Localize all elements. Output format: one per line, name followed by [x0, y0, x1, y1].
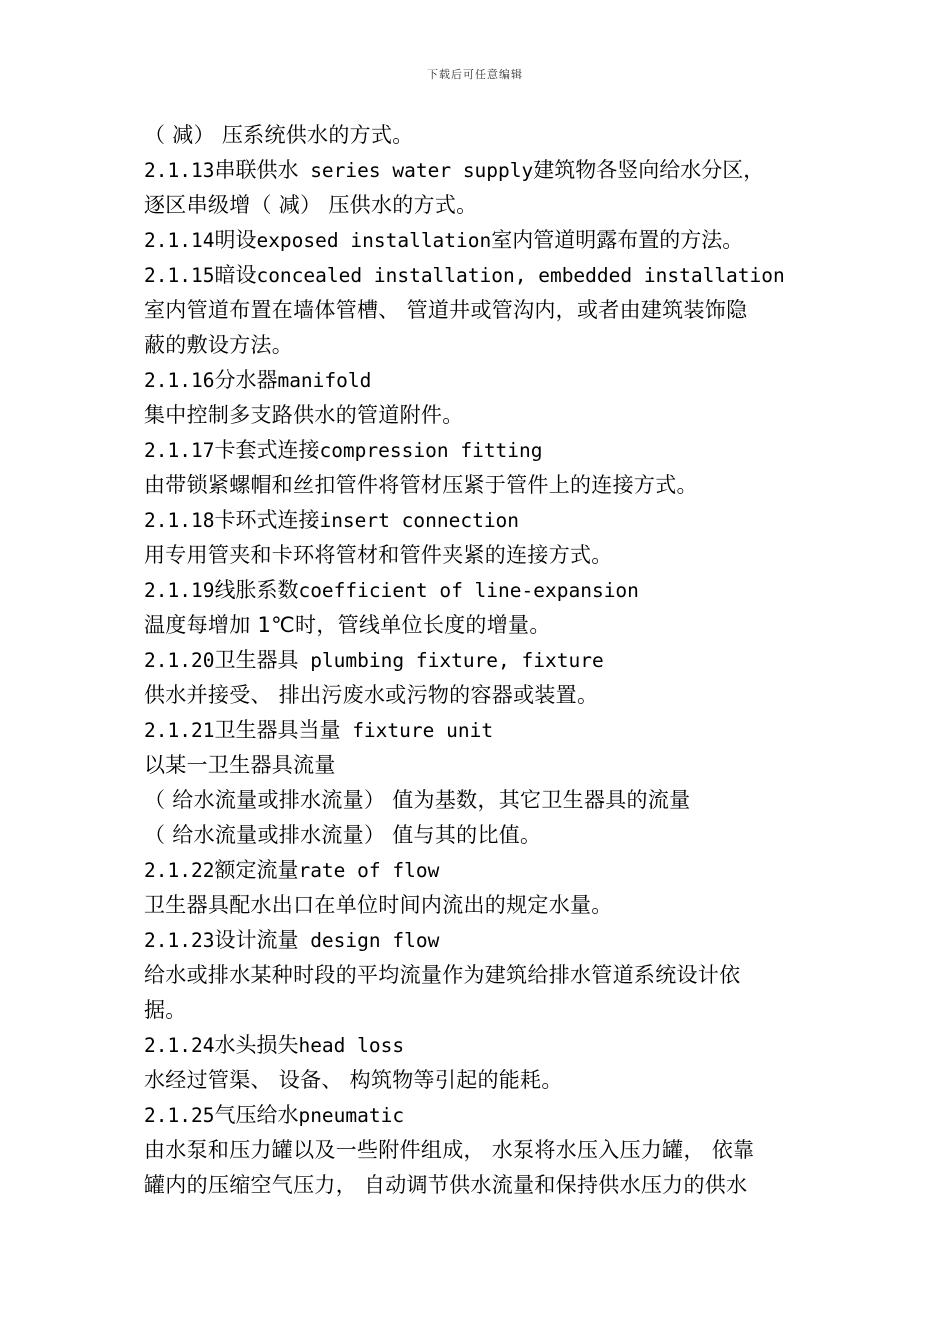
term-num: 2.1.20 — [144, 649, 215, 672]
term-zh: 线胀系数 — [214, 578, 299, 602]
text-line: （ 给水流量或排水流量） 值与其的比值。 — [144, 823, 542, 847]
term-zh: 明设 — [214, 228, 257, 252]
term-num: 2.1.15 — [144, 264, 215, 287]
text-line: 用专用管夹和卡环将管材和管件夹紧的连接方式。 — [144, 543, 613, 567]
term-entry — [144, 363, 816, 398]
text-line: 室内管道布置在墙体管槽、 管道井或管沟内，或者由建筑装饰隐 — [144, 298, 748, 322]
term-zh: 卫生器具 — [214, 648, 299, 672]
text-line: 集中控制多支路供水的管道附件。 — [144, 403, 464, 427]
term-entry — [144, 1028, 816, 1063]
text-line: 卫生器具配水出口在单位时间内流出的规定水量。 — [144, 893, 613, 917]
term-en: manifold — [277, 369, 372, 392]
term-num: 2.1.13 — [144, 159, 215, 182]
text-line: 罐内的压缩空气压力， 自动调节供水流量和保持供水压力的供水 — [144, 1173, 748, 1197]
text-line: （ 减） 压系统供水的方式。 — [144, 123, 414, 147]
text-line: 水经过管渠、 设备、 构筑物等引起的能耗。 — [144, 1068, 563, 1092]
text-line: 以某一卫生器具流量 — [144, 753, 336, 777]
term-zh: 气压给水 — [214, 1103, 299, 1127]
term-num: 2.1.25 — [144, 1104, 215, 1127]
term-entry — [144, 153, 816, 188]
term-zh: 卡套式连接 — [214, 438, 320, 462]
term-en: fixture unit — [340, 719, 494, 742]
text-line: 供水并接受、 排出污废水或污物的容器或装置。 — [144, 683, 599, 707]
term-zh: 暗设 — [214, 263, 257, 287]
term-entry — [144, 923, 816, 958]
term-num: 2.1.22 — [144, 859, 215, 882]
term-entry — [144, 258, 816, 293]
term-entry — [144, 713, 816, 748]
term-num: 2.1.16 — [144, 369, 215, 392]
term-en: compression fitting — [319, 439, 543, 462]
term-entry — [144, 433, 816, 468]
term-en: exposed installation — [256, 229, 492, 252]
text-line: 温度每增加 1℃时，管线单位长度的增量。 — [144, 613, 551, 637]
text-line: 蔽的敷设方法。 — [144, 333, 294, 357]
term-en: head loss — [298, 1034, 405, 1057]
term-rest: 室内管道明露布置的方法。 — [491, 228, 744, 252]
term-entry — [144, 223, 816, 258]
term-en: rate of flow — [298, 859, 440, 882]
term-zh: 卫生器具当量 — [214, 718, 341, 742]
term-entry — [144, 853, 816, 888]
term-en: coefficient of line-expansion — [298, 579, 639, 602]
term-en: pneumatic — [298, 1104, 405, 1127]
term-num: 2.1.19 — [144, 579, 215, 602]
term-zh: 水头损失 — [214, 1033, 299, 1057]
text-line: 逐区串级增（ 减） 压供水的方式。 — [144, 193, 478, 217]
term-zh: 分水器 — [214, 368, 278, 392]
term-en: plumbing fixture, fixture — [298, 649, 604, 672]
term-zh: 卡环式连接 — [214, 508, 320, 532]
term-num: 2.1.21 — [144, 719, 215, 742]
term-zh: 额定流量 — [214, 858, 299, 882]
term-en: insert connection — [319, 509, 520, 532]
text-line: （ 给水流量或排水流量） 值为基数，其它卫生器具的流量 — [144, 788, 691, 812]
text-line: 由水泵和压力罐以及一些附件组成， 水泵将水压入压力罐， 依靠 — [144, 1138, 755, 1162]
term-en: design flow — [298, 929, 440, 952]
term-entry — [144, 643, 816, 678]
text-line: 据。 — [144, 998, 187, 1022]
term-entry — [144, 503, 816, 538]
term-num: 2.1.23 — [144, 929, 215, 952]
term-rest: 建筑物各竖向给水分区， — [533, 158, 765, 182]
term-num: 2.1.14 — [144, 229, 215, 252]
page-header: 下载后可任意编辑 — [427, 68, 523, 81]
term-en: concealed installation, embedded installation — [256, 264, 785, 287]
term-entry — [144, 573, 816, 608]
term-num: 2.1.18 — [144, 509, 215, 532]
document-body — [144, 118, 816, 1203]
text-line: 给水或排水某种时段的平均流量作为建筑给排水管道系统设计依 — [144, 963, 741, 987]
term-zh: 串联供水 — [214, 158, 299, 182]
term-num: 2.1.17 — [144, 439, 215, 462]
term-zh: 设计流量 — [214, 928, 299, 952]
text-line: 由带锁紧螺帽和丝扣管件将管材压紧于管件上的连接方式。 — [144, 473, 698, 497]
term-entry — [144, 1098, 816, 1133]
term-num: 2.1.24 — [144, 1034, 215, 1057]
term-en: series water supply — [298, 159, 534, 182]
